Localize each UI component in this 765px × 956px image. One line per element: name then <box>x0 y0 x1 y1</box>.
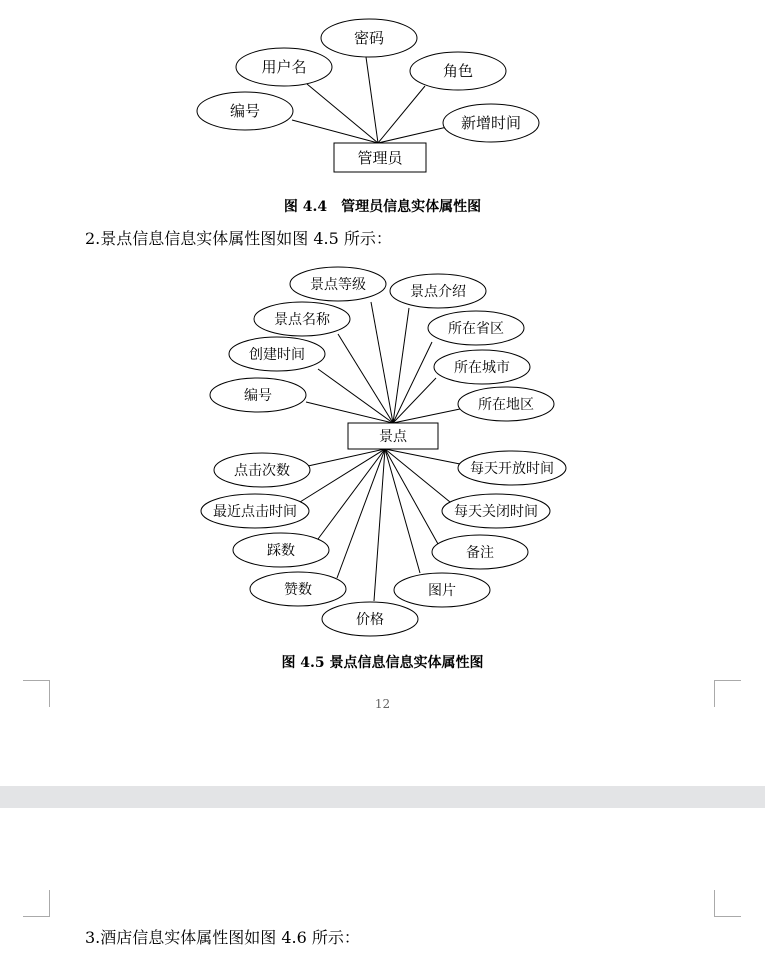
svg-text:景点介绍: 景点介绍 <box>410 284 466 300</box>
fig45-attr-click-count <box>214 453 310 487</box>
fig45-attr-dislikes <box>233 533 329 567</box>
crop-mark-top-right <box>714 890 741 917</box>
svg-text:用户名: 用户名 <box>261 58 307 76</box>
svg-text:踩数: 踩数 <box>267 543 295 559</box>
crop-mark-bottom-right <box>714 680 741 707</box>
svg-text:编号: 编号 <box>229 102 261 120</box>
crop-mark-top-left <box>23 890 50 917</box>
fig45-entity-scenic-spot <box>348 423 438 449</box>
svg-text:最近点击时间: 最近点击时间 <box>213 504 297 520</box>
svg-text:景点等级: 景点等级 <box>310 277 366 293</box>
svg-text:创建时间: 创建时间 <box>249 347 305 363</box>
svg-text:管理员: 管理员 <box>357 149 403 167</box>
svg-text:密码: 密码 <box>353 29 385 47</box>
crop-mark-bottom-left <box>23 680 50 707</box>
svg-text:景点名称: 景点名称 <box>274 312 330 328</box>
fig45-attr-likes <box>250 572 346 606</box>
svg-text:价格: 价格 <box>356 612 384 628</box>
fig45-attr-image <box>394 573 490 607</box>
fig45-attr-district <box>458 387 554 421</box>
svg-text:角色: 角色 <box>442 62 474 80</box>
fig44-attr-role <box>410 52 506 90</box>
svg-text:备注: 备注 <box>466 545 494 561</box>
svg-text:赞数: 赞数 <box>284 582 312 598</box>
fig44-attr-username <box>236 48 332 86</box>
fig44-entity-admin <box>334 143 426 172</box>
fig45-attr-name <box>254 302 350 336</box>
page-number: 12 <box>374 697 391 711</box>
paragraph-3: 3.酒店信息实体属性图如图 4.6 所示： <box>85 928 360 947</box>
svg-text:所在省区: 所在省区 <box>448 321 504 337</box>
svg-text:点击次数: 点击次数 <box>234 463 290 479</box>
fig45-attr-level <box>290 267 386 301</box>
fig44-attr-created-time <box>443 104 539 142</box>
fig45-attr-intro <box>390 274 486 308</box>
figure-4-5-caption: 图 4.5 景点信息信息实体属性图 <box>281 655 484 671</box>
fig45-attr-created-time <box>229 337 325 371</box>
fig45-attr-price <box>322 602 418 636</box>
svg-text:景点: 景点 <box>379 429 407 445</box>
svg-text:每天关闭时间: 每天关闭时间 <box>454 504 538 520</box>
svg-text:所在地区: 所在地区 <box>478 397 534 413</box>
paragraph-2: 2.景点信息信息实体属性图如图 4.5 所示： <box>85 229 392 248</box>
fig44-attr-password <box>321 19 417 57</box>
fig45-attr-open-time <box>458 451 566 485</box>
fig45-attr-remarks <box>432 535 528 569</box>
fig45-attr-id <box>210 378 306 412</box>
fig45-attr-province <box>428 311 524 345</box>
svg-text:编号: 编号 <box>244 388 272 404</box>
svg-text:所在城市: 所在城市 <box>454 360 510 376</box>
svg-text:每天开放时间: 每天开放时间 <box>470 461 554 477</box>
fig45-attr-close-time <box>442 494 550 528</box>
fig44-attr-id <box>197 92 293 130</box>
figure-4-4-caption: 图 4.4 管理员信息实体属性图 <box>283 199 482 215</box>
fig45-attr-city <box>434 350 530 384</box>
fig45-attr-last-click-time <box>201 494 309 528</box>
svg-text:图片: 图片 <box>428 583 456 599</box>
svg-text:新增时间: 新增时间 <box>460 114 522 132</box>
